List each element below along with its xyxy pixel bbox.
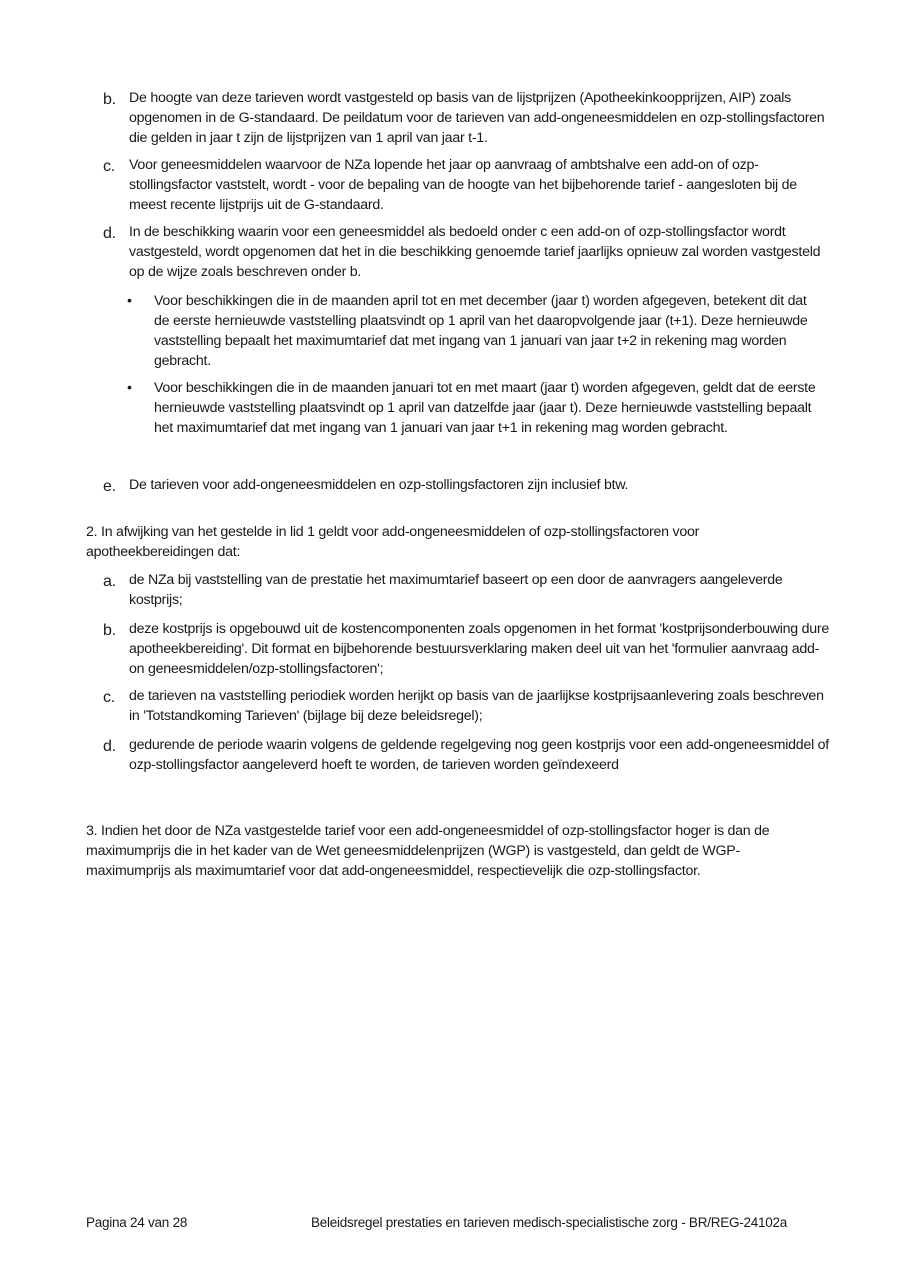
list-marker: e. bbox=[103, 478, 116, 495]
list-item-text: de NZa bij vaststelling van de prestatie het maximumtarief baseert op een door de aanvragers aangeleverde kostprijs; bbox=[129, 572, 783, 608]
list-item-text: gedurende de periode waarin volgens de geldende regelgeving nog geen kostprijs voor een add-ongeneesmiddel of ozp-stollingsfactor aangeleverd hoeft te worden, de tarieven worden geïndexeerd bbox=[129, 737, 829, 773]
list-marker: a. bbox=[103, 573, 116, 590]
bullet-text: Voor beschikkingen die in de maanden januari tot en met maart (jaar t) worden afgegeven, geldt dat de eerste hernieuwde vaststelling plaatsvindt op 1 april van datzelfde jaar (jaar t). Deze hernieuwde vaststelling bepaalt het maximumtarief dat met ingang van 1 januari van jaar t+1 in rekening mag worden gebracht. bbox=[154, 380, 816, 436]
list-item-text: De hoogte van deze tarieven wordt vastgesteld op basis van de lijstprijzen (Apotheekinkoopprijzen, AIP) zoals opgenomen in de G-standaard. De peildatum voor de tarieven van add-ongeneesmiddelen en ozp-stollingsfactoren die gelden in jaar t zijn de lijstprijzen van 1 april van jaar t-1. bbox=[129, 90, 825, 146]
list-marker: c. bbox=[103, 689, 115, 706]
list-marker: d. bbox=[103, 225, 116, 242]
list-item-text: In de beschikking waarin voor een geneesmiddel als bedoeld onder c een add-on of ozp-stollingsfactor wordt vastgesteld, wordt opgenomen dat het in die beschikking genoemde tarief jaarlijks opnieuw zal worden vastgesteld op de wijze zoals beschreven onder b. bbox=[129, 224, 821, 280]
list-item-text: Voor geneesmiddelen waarvoor de NZa lopende het jaar op aanvraag of ambtshalve een add-on of ozp-stollingsfactor vaststelt, wordt - voor de bepaling van de hoogte van het bijbehorende tarief - aangesloten bij de meest recente lijstprijs uit de G-standaard. bbox=[129, 157, 797, 213]
footer-document-title: Beleidsregel prestaties en tarieven medisch-specialistische zorg - BR/REG-24102a bbox=[311, 1215, 787, 1230]
footer-page-number: Pagina 24 van 28 bbox=[86, 1215, 188, 1230]
list-marker: c. bbox=[103, 158, 115, 175]
list-item-text: De tarieven voor add-ongeneesmiddelen en ozp-stollingsfactoren zijn inclusief btw. bbox=[129, 477, 629, 493]
list-marker: d. bbox=[103, 738, 116, 755]
list-marker: b. bbox=[103, 622, 116, 639]
bullet-text: Voor beschikkingen die in de maanden april tot en met december (jaar t) worden afgegeven, betekent dit dat de eerste hernieuwde vaststelling plaatsvindt op 1 april van het daaropvolgende jaar (t+1). Deze hernieuwde vaststelling bepaalt het maximumtarief dat met ingang van 1 januari van jaar t+2 in rekening mag worden gebracht. bbox=[154, 293, 808, 369]
paragraph-lid3: 3. Indien het door de NZa vastgestelde tarief voor een add-ongeneesmiddel of ozp-stollingsfactor hoger is dan de maximumprijs die in het kader van de Wet geneesmiddelenprijzen (WGP) is vastgesteld, dan geldt de WGP-maximumprijs als maximumtarief voor dat add-ongeneesmiddel, respectievelijk die ozp-stollingsfactor. bbox=[86, 823, 770, 879]
bullet-marker: • bbox=[127, 293, 132, 309]
list-item-text: de tarieven na vaststelling periodiek worden herijkt op basis van de jaarlijkse kostprijsaanlevering zoals beschreven in 'Totstandkoming Tarieven' (bijlage bij deze beleidsregel); bbox=[129, 688, 824, 724]
paragraph-lid2: 2. In afwijking van het gestelde in lid 1 geldt voor add-ongeneesmiddelen of ozp-stollingsfactoren voor apotheekbereidingen dat: bbox=[86, 524, 700, 560]
list-item-text: deze kostprijs is opgebouwd uit de kostencomponenten zoals opgenomen in het format 'kostprijsonderbouwing dure apotheekbereiding'. Dit format en bijbehorende bestuursverklaring maken deel uit van het 'formulier aanvraag add-on geneesmiddelen/ozp-stollingsfactoren'; bbox=[129, 621, 830, 677]
bullet-marker: • bbox=[127, 380, 132, 396]
list-marker: b. bbox=[103, 91, 116, 108]
